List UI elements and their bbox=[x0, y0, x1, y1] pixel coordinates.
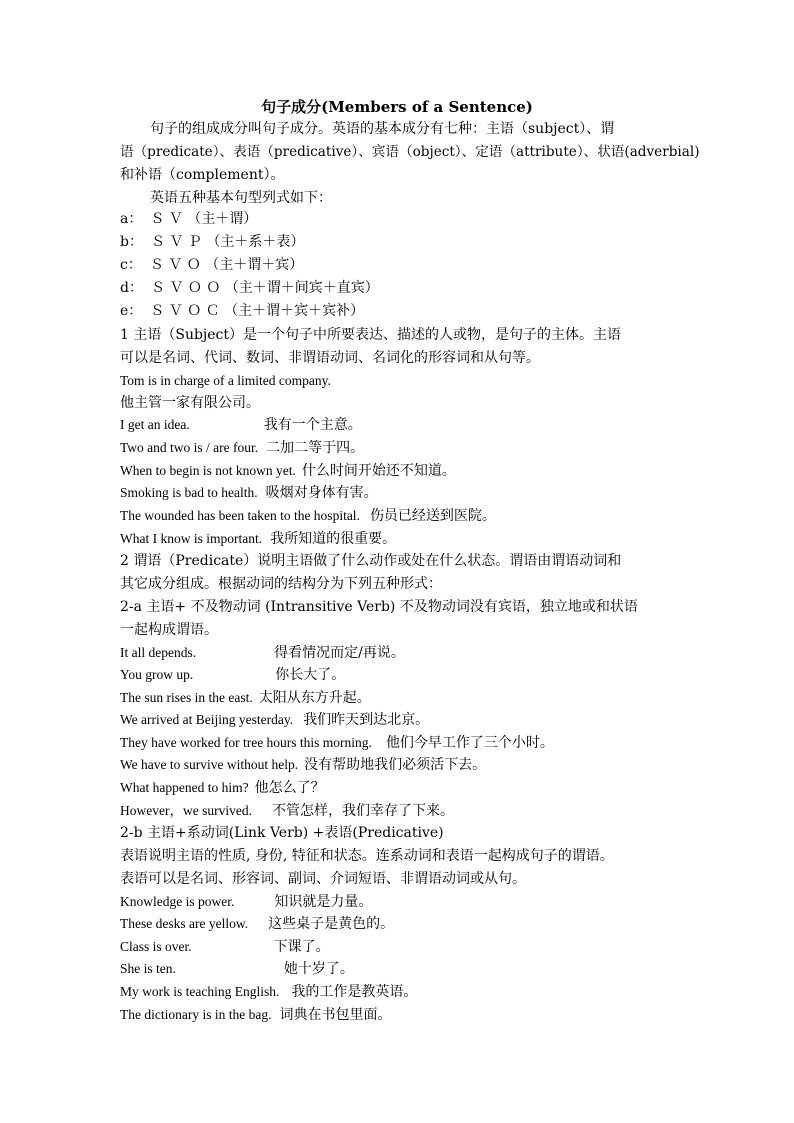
example-en: What I know is important. bbox=[120, 531, 263, 546]
section2b-line: 表语说明主语的性质, 身份, 特征和状态。连系动词和表语一起构成句子的谓语。 bbox=[120, 848, 614, 864]
pattern-b bbox=[120, 231, 304, 253]
intro-line: 语（predicate）、表语（predicative）、宾语（object）、定语（attribute）、状语(adverbial) bbox=[120, 144, 700, 160]
example-en: They have worked for tree hours this morning. bbox=[120, 735, 372, 750]
example-zh: 他怎么了？ bbox=[254, 780, 325, 796]
section2a-line: 2-a 主语+ 不及物动词 (Intransitive Verb) 不及物动词没有宾语，独立地或和状语 bbox=[120, 599, 638, 615]
example-zh: 得看情况而定/再说。 bbox=[274, 645, 405, 661]
example-row bbox=[120, 528, 396, 550]
pattern-label: d： bbox=[120, 280, 143, 296]
example-row bbox=[120, 687, 371, 709]
example-row bbox=[120, 482, 378, 504]
pattern-label: e： bbox=[120, 303, 143, 319]
example-zh: 我们昨天到达北京。 bbox=[303, 712, 430, 728]
example-en: These desks are yellow. bbox=[120, 916, 249, 931]
pattern-text: Ｓ Ｖ （主＋谓） bbox=[150, 211, 258, 227]
section1-line: 1 主语（Subject）是一个句子中所要表达、描述的人或物，是句子的主体。主语 bbox=[120, 327, 622, 343]
example-zh: 你长大了。 bbox=[275, 667, 346, 683]
pattern-label: a： bbox=[120, 211, 143, 227]
pattern-text: Ｓ Ｖ Ｐ （主＋系＋表） bbox=[150, 234, 305, 250]
example-en: We arrived at Beijing yesterday. bbox=[120, 712, 294, 727]
example-en: What happened to him? bbox=[120, 780, 249, 795]
section2-line: 2 谓语（Predicate）说明主语做了什么动作或处在什么状态。谓语由谓语动词和 bbox=[120, 553, 622, 569]
example-zh: 什么时间开始还不知道。 bbox=[301, 463, 456, 479]
example-zh: 这些桌子是黄色的。 bbox=[268, 916, 395, 932]
example-en: We have to survive without help. bbox=[120, 757, 299, 772]
example-en: My work is teaching English. bbox=[120, 984, 280, 999]
example-zh: 她十岁了。 bbox=[283, 961, 354, 977]
example-row bbox=[120, 891, 372, 913]
example-en: When to begin is not known yet. bbox=[120, 463, 296, 478]
example-row bbox=[120, 460, 456, 482]
example-en: The wounded has been taken to the hospital. bbox=[120, 508, 360, 523]
section2b-line: 表语可以是名词、形容词、副词、介词短语、非谓语动词或从句。 bbox=[120, 871, 526, 887]
example-row bbox=[120, 664, 345, 686]
pattern-text: Ｓ Ｖ Ｏ Ｃ （主＋谓＋宾＋宾补） bbox=[150, 303, 365, 319]
pattern-d bbox=[120, 277, 379, 299]
example-zh: 我的工作是教英语。 bbox=[291, 984, 418, 1000]
example-zh: 伤员已经送到医院。 bbox=[369, 508, 496, 524]
example-en: You grow up. bbox=[120, 667, 194, 682]
section2a-line: 一起构成谓语。 bbox=[120, 622, 218, 638]
example-row bbox=[120, 642, 405, 664]
example-row bbox=[120, 800, 454, 822]
pattern-label: b： bbox=[120, 234, 143, 250]
section2b-line: 2-b 主语+系动词(Link Verb) +表语(Predicative) bbox=[120, 825, 444, 841]
example-en: Class is over. bbox=[120, 939, 192, 954]
example-zh: 他们今早工作了三个小时。 bbox=[385, 735, 554, 751]
example-row bbox=[120, 958, 354, 980]
example-row bbox=[120, 777, 325, 799]
example-en: The dictionary is in the bag. bbox=[120, 1007, 272, 1022]
example-en: Knowledge is power. bbox=[120, 894, 235, 909]
example-row bbox=[120, 913, 394, 935]
intro-line: 英语五种基本句型列式如下： bbox=[150, 190, 332, 206]
example-en: Two and two is / are four. bbox=[120, 440, 259, 455]
example-zh: 他主管一家有限公司。 bbox=[120, 395, 260, 411]
example-row bbox=[120, 1004, 391, 1026]
example-zh: 不管怎样，我们幸存了下来。 bbox=[271, 803, 454, 819]
example-row bbox=[120, 754, 486, 776]
example-en: She is ten. bbox=[120, 961, 176, 976]
example-zh: 吸烟对身体有害。 bbox=[265, 485, 378, 501]
example-zh: 我所知道的很重要。 bbox=[270, 531, 397, 547]
pattern-label: c： bbox=[120, 257, 142, 273]
example-zh: 没有帮助地我们必须活下去。 bbox=[304, 757, 487, 773]
intro-line: 和补语（complement）。 bbox=[120, 167, 285, 183]
example-en: I get an idea. bbox=[120, 417, 190, 432]
intro-line: 句子的组成成分叫句子成分。英语的基本成分有七种：主语（subject）、谓 bbox=[150, 121, 615, 137]
example-en: Tom is in charge of a limited company. bbox=[120, 373, 331, 388]
example-row bbox=[120, 732, 554, 754]
section1-line: 可以是名词、代词、数词、非谓语动词、名词化的形容词和从句等。 bbox=[120, 350, 540, 366]
example-en: The sun rises in the east. bbox=[120, 690, 253, 705]
pattern-text: Ｓ Ｖ Ｏ （主＋谓＋宾） bbox=[149, 257, 304, 273]
example-en: However，we survived. bbox=[120, 803, 252, 818]
example-zh: 下课了。 bbox=[273, 939, 330, 955]
pattern-text: Ｓ Ｖ Ｏ Ｏ （主＋谓＋间宾＋直宾） bbox=[150, 280, 379, 296]
example-zh: 知识就是力量。 bbox=[274, 894, 373, 910]
example-row bbox=[120, 505, 496, 527]
example-zh: 我有一个主意。 bbox=[263, 417, 362, 433]
example-row bbox=[120, 936, 330, 958]
example-zh: 二加二等于四。 bbox=[266, 440, 365, 456]
pattern-c bbox=[120, 254, 303, 276]
example-en: Smoking is bad to health. bbox=[120, 485, 258, 500]
pattern-a bbox=[120, 208, 257, 230]
example-zh: 太阳从东方升起。 bbox=[258, 690, 371, 706]
example-en: It all depends. bbox=[120, 645, 197, 660]
example-row bbox=[120, 981, 417, 1003]
example-zh: 词典在书包里面。 bbox=[279, 1007, 392, 1023]
example-row bbox=[120, 709, 429, 731]
example-row bbox=[120, 437, 364, 459]
section2-line: 其它成分组成。根据动词的结构分为下列五种形式： bbox=[120, 576, 442, 592]
example-row bbox=[120, 414, 362, 436]
pattern-e bbox=[120, 300, 364, 322]
document-title: 句子成分(Members of a Sentence) bbox=[261, 98, 533, 116]
